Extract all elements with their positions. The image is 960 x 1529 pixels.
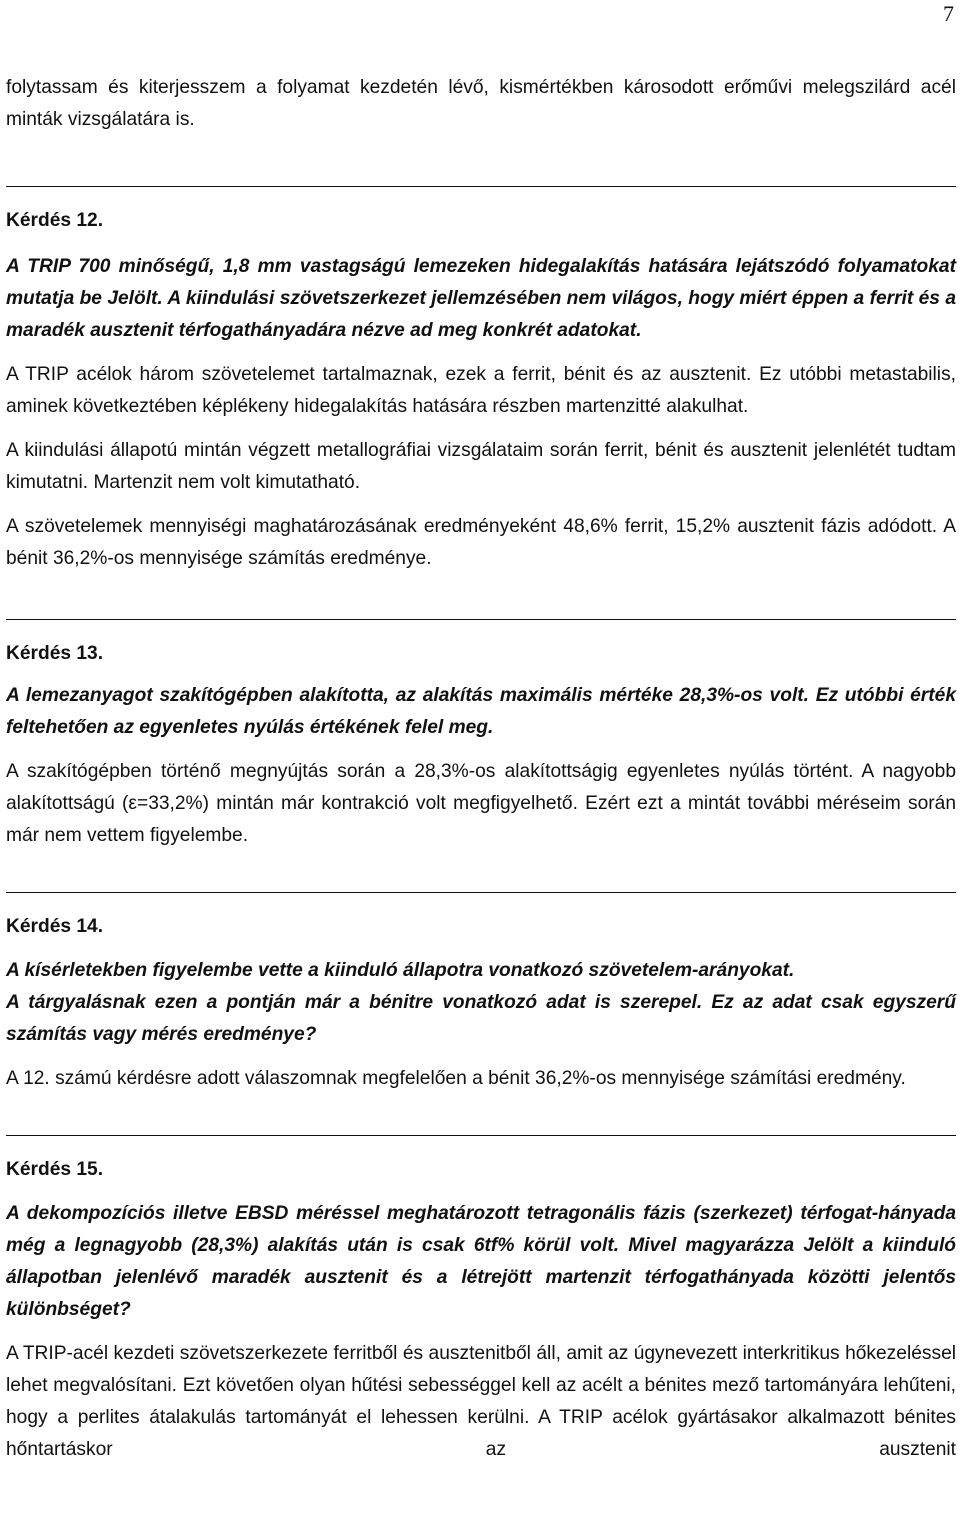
- section-divider: [6, 619, 956, 620]
- question-text-14: A kísérletekben figyelembe vette a kiinduló állapotra vonatkozó szövetelem-arányokat.: [6, 960, 795, 981]
- intro-paragraph: folytassam és kiterjesszem a folyamat kezdetén lévő, kismértékben károsodott erőművi melegszilárd acél minták vizsgálatára is.: [6, 77, 956, 130]
- section-divider: [6, 186, 956, 187]
- question-text-12: A TRIP 700 minőségű, 1,8 mm vastagságú lemezeken hidegalakítás hatására lejátszódó folyamatokat mutatja be Jelölt. A kiindulási szövetszerkezet jellemzésében nem világos, hogy miért éppen a ferrit és a maradék ausztenit térfogathányadára nézve ad meg konkrét adatokat.: [6, 256, 956, 341]
- answer-paragraph: A szakítógépben történő megnyújtás során a 28,3%-os alakítottságig egyenletes nyúlás történt. A nagyobb alakítottságú (ε=33,2%) mintán már kontrakció volt megfigyelhető. Ezért ezt a mintát további méréseim során már nem vettem figyelembe.: [6, 761, 956, 846]
- answer-paragraph: A szövetelemek mennyiségi maghatározásának eredményeként 48,6% ferrit, 15,2% ausztenit fázis adódott. A bénit 36,2%-os mennyisége számítás eredménye.: [6, 516, 956, 569]
- question-heading-15: Kérdés 15.: [6, 1159, 104, 1180]
- question-text-13: A lemezanyagot szakítógépben alakította, az alakítás maximális mértéke 28,3%-os volt. Ez utóbbi érték feltehetően az egyenletes nyúlás értékének felel meg.: [6, 685, 956, 738]
- section-divider: [6, 892, 956, 893]
- answer-paragraph: A 12. számú kérdésre adott válaszomnak megfelelően a bénit 36,2%-os mennyisége számítási eredmény.: [6, 1068, 906, 1089]
- question-text-14: A tárgyalásnak ezen a pontján már a bénitre vonatkozó adat is szerepel. Ez az adat csak egyszerű számítás vagy mérés eredménye?: [6, 992, 956, 1045]
- question-heading-13: Kérdés 13.: [6, 643, 104, 664]
- question-text-15: A dekompozíciós illetve EBSD méréssel meghatározott tetragonális fázis (szerkezet) térfogat-hányada még a legnagyobb (28,3%) alakítás után is csak 6tf% körül volt. Mivel magyarázza Jelölt a kiinduló állapotban jelenlévő maradék ausztenit és a létrejött martenzit térfogathányada közötti jelentős különbséget?: [6, 1203, 956, 1320]
- answer-paragraph: A kiindulási állapotú mintán végzett metallográfiai vizsgálataim során ferrit, bénit és ausztenit jelenlétét tudtam kimutatni. Martenzit nem volt kimutatható.: [6, 440, 956, 493]
- page-content: [6, 72, 956, 1466]
- question-heading-12: Kérdés 12.: [6, 210, 104, 231]
- section-divider: [6, 1135, 956, 1136]
- question-heading-14: Kérdés 14.: [6, 916, 104, 937]
- page-number: 7: [943, 1, 954, 26]
- answer-paragraph: A TRIP-acél kezdeti szövetszerkezete ferritből és ausztenitből áll, amit az úgynevezett interkritikus hőkezeléssel lehet megvalósítani. Ezt követően olyan hűtési sebességgel kell az acélt a bénites mező tartományára lehűteni, hogy a perlites átalakulás tartományát el lehessen kerülni. A TRIP acélok gyártásakor alkalmazott bénites hőntartáskor az ausztenit: [6, 1343, 956, 1460]
- answer-paragraph: A TRIP acélok három szövetelemet tartalmaznak, ezek a ferrit, bénit és az ausztenit. Ez utóbbi metastabilis, aminek következtében képlékeny hidegalakítás hatására részben martenzitté alakulhat.: [6, 364, 956, 417]
